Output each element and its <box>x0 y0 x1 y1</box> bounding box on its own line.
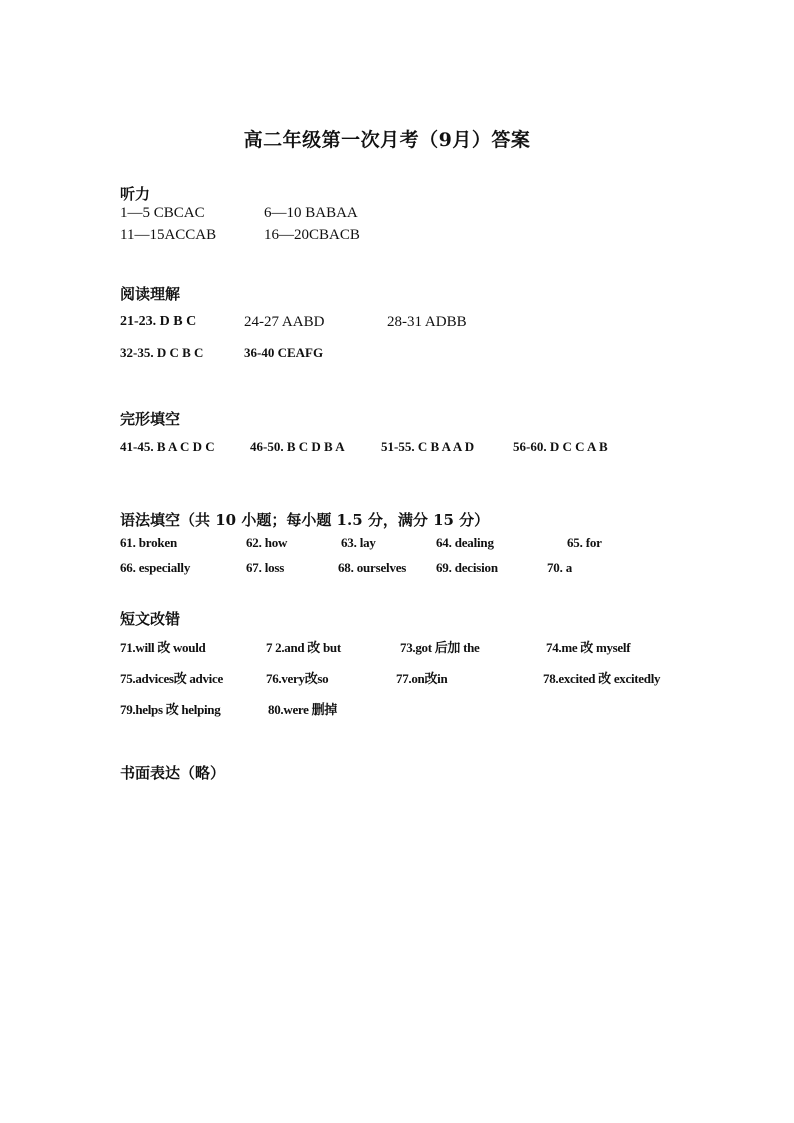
correction-answer: 80.were 删掉 <box>268 702 337 717</box>
correction-answer: 74.me 改 myself <box>546 640 631 655</box>
grammar-answer: 67. loss <box>246 560 285 575</box>
cloze-answer: 41-45. B A C D C <box>120 439 215 454</box>
correction-answer: 71.will 改 would <box>120 640 206 655</box>
reading-heading: 阅读理解 <box>120 285 181 303</box>
grammar-answer: 61. broken <box>120 535 177 550</box>
page-title: 高二年级第一次月考（9月）答案 <box>243 129 531 151</box>
cloze-answer: 51-55. C B A A D <box>381 439 475 454</box>
listening-heading: 听力 <box>120 185 151 203</box>
grammar-heading: 语法填空（共 10 小题；每小题 1.5 分，满分 15 分） <box>120 511 490 529</box>
reading-row-1 <box>0 314 794 334</box>
correction-answer: 79.helps 改 helping <box>120 702 221 717</box>
correction-answer: 75.advices改 advice <box>120 671 223 686</box>
grammar-answer: 62. how <box>246 535 288 550</box>
correction-answer: 77.on改in <box>396 671 448 686</box>
correction-row-1 <box>0 637 794 657</box>
listening-answer: 1—5 CBCAC <box>120 205 205 221</box>
reading-answer: 21-23. D B C <box>120 314 197 329</box>
listening-row-2 <box>0 227 794 247</box>
listening-row-1 <box>0 205 794 225</box>
correction-row-2 <box>0 668 794 688</box>
reading-answer: 28-31 ADBB <box>387 314 467 330</box>
grammar-answer: 70. a <box>547 560 573 575</box>
cloze-heading: 完形填空 <box>120 410 181 428</box>
listening-answer: 11—15ACCAB <box>120 227 217 243</box>
reading-answer: 36-40 CEAFG <box>244 345 324 360</box>
grammar-answer: 63. lay <box>341 535 376 550</box>
grammar-answer: 65. for <box>567 535 602 550</box>
reading-row-2 <box>0 345 794 365</box>
correction-answer: 78.excited 改 excitedly <box>543 671 661 686</box>
cloze-row <box>0 439 794 459</box>
correction-heading: 短文改错 <box>120 610 181 628</box>
grammar-row-2 <box>0 560 794 580</box>
reading-answer: 32-35. D C B C <box>120 345 204 360</box>
grammar-answer: 64. dealing <box>436 535 494 550</box>
reading-answer: 24-27 AABD <box>244 314 325 330</box>
grammar-row-1 <box>0 535 794 555</box>
correction-answer: 76.very改so <box>266 671 329 686</box>
correction-answer: 73.got 后加 the <box>400 640 480 655</box>
correction-answer: 7 2.and 改 but <box>266 640 341 655</box>
grammar-answer: 68. ourselves <box>338 560 407 575</box>
grammar-answer: 69. decision <box>436 560 498 575</box>
grammar-answer: 66. especially <box>120 560 191 575</box>
listening-answer: 6—10 BABAA <box>264 205 358 221</box>
writing-heading: 书面表达（略） <box>120 764 226 782</box>
cloze-answer: 46-50. B C D B A <box>250 439 345 454</box>
cloze-answer: 56-60. D C C A B <box>513 439 608 454</box>
correction-row-3 <box>0 699 794 719</box>
listening-answer: 16—20CBACB <box>264 227 360 243</box>
